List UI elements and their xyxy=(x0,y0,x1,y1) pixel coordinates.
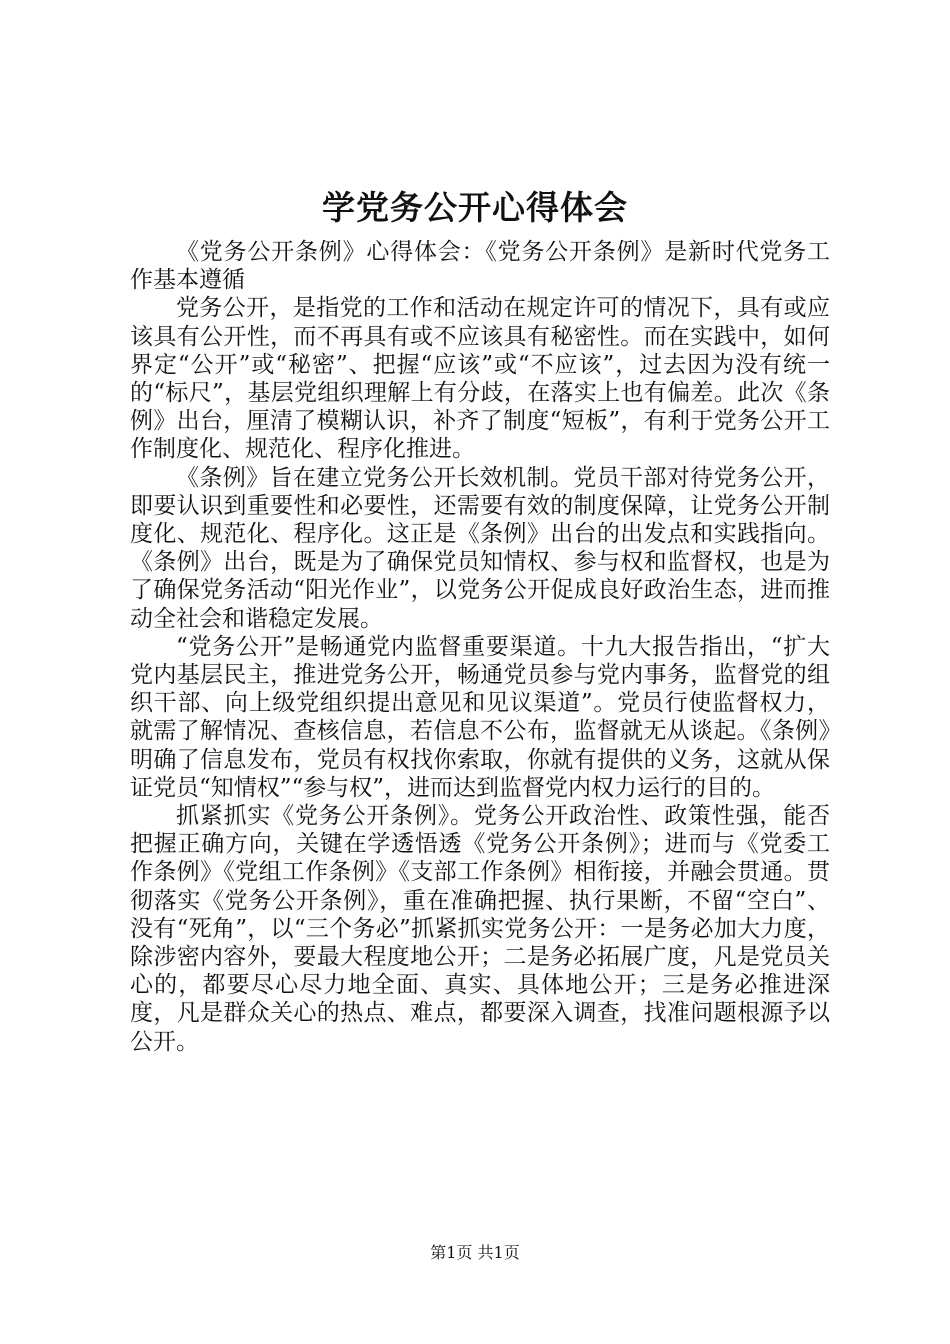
paragraph-implementation: 抓紧抓实《党务公开条例》。党务公开政治性、政策性强，能否把握正确方向，关键在学透悟透《党务公开条例》；进而与《党委工作条例》《党组工作条例》《支部工作条例》相衔接，并融会贯通。贯彻落实《党务公开条例》，重在准确把握、执行果断，不留“空白”、没有“死角”，以“三个务必”抓紧抓实党务公开：一是务必加大力度，除涉密内容外，要最大程度地公开；二是务必拓展广度，凡是党员关心的，都要尽心尽力地全面、真实、具体地公开；三是务必推进深度，凡是群众关心的热点、难点，都要深入调查，找准问题根源予以公开。 xyxy=(130,803,830,1055)
document-body xyxy=(130,238,830,1056)
document-title: 学党务公开心得体会 xyxy=(322,188,628,227)
page-footer: 第1页 共1页 xyxy=(430,1243,520,1262)
paragraph-supervision: “党务公开”是畅通党内监督重要渠道。十九大报告指出，“扩大党内基层民主，推进党务公开，畅通党员参与党内事务，监督党的组织干部、向上级党组织提出意见和见议渠道”。党员行使监督权力，就需了解情况、查核信息，若信息不公布，监督就无从谈起。《条例》明确了信息发布，党员有权找你索取，你就有提供的义务，这就从保证党员“知情权”“参与权”，进而达到监督党内权力运行的目的。 xyxy=(130,633,830,801)
paragraph-intro: 《党务公开条例》心得体会：《党务公开条例》是新时代党务工作基本遵循 xyxy=(130,239,830,294)
paragraph-mechanism: 《条例》旨在建立党务公开长效机制。党员干部对待党务公开，即要认识到重要性和必要性，还需要有效的制度保障，让党务公开制度化、规范化、程序化。这正是《条例》出台的出发点和实践指向。《条例》出台，既是为了确保党员知情权、参与权和监督权，也是为了确保党务活动“阳光作业”，以党务公开促成良好政治生态，进而推动全社会和谐稳定发展。 xyxy=(130,464,830,632)
paragraph-definition: 党务公开，是指党的工作和活动在规定许可的情况下，具有或应该具有公开性，而不再具有或不应该具有秘密性。而在实践中，如何界定“公开”或“秘密”、把握“应该”或“不应该”，过去因为没有统一的“标尺”，基层党组织理解上有分歧，在落实上也有偏差。此次《条例》出台，厘清了模糊认识，补齐了制度“短板”，有利于党务公开工作制度化、规范化、程序化推进。 xyxy=(130,295,830,463)
